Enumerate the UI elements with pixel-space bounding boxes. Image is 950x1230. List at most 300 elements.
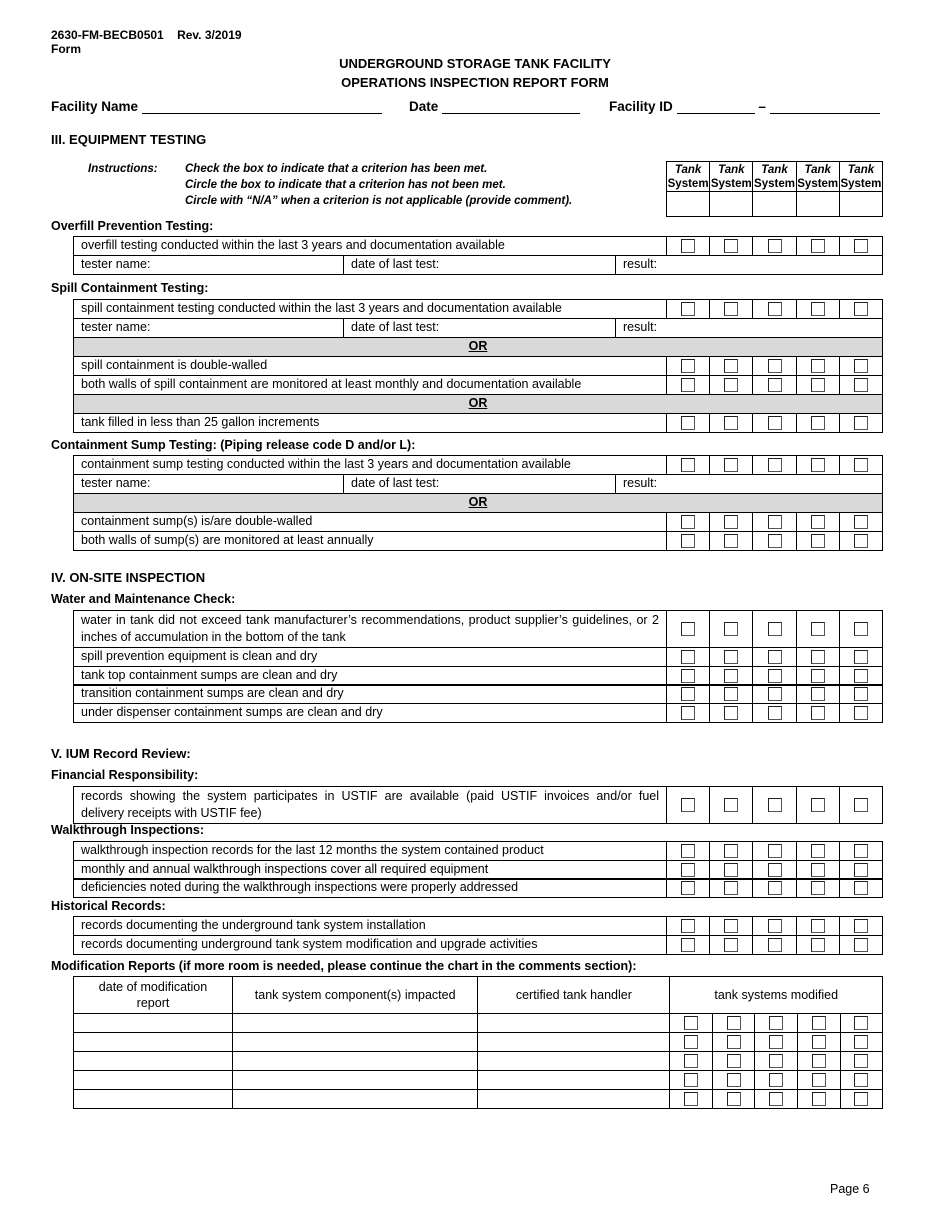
criterion-checkbox[interactable] (768, 622, 782, 636)
checkbox-cell (667, 513, 710, 531)
component-cell[interactable] (233, 1033, 478, 1052)
facility-id-input-1[interactable] (677, 99, 755, 114)
tank-modified-checkbox[interactable] (769, 1073, 783, 1087)
checkbox-cell (841, 1090, 883, 1108)
tank-modified-checkbox[interactable] (769, 1054, 783, 1068)
form-number: 2630-FM-BECB0501 (51, 28, 164, 42)
criterion-checkbox[interactable] (854, 239, 868, 253)
criterion-checkbox[interactable] (768, 938, 782, 952)
criterion-checkbox[interactable] (724, 458, 738, 472)
facility-name-field[interactable] (51, 99, 382, 114)
checkbox-cell (797, 456, 840, 474)
criterion-row (73, 916, 883, 936)
checkbox-cell (840, 685, 882, 703)
subsection-label: Historical Records: (51, 899, 166, 913)
facility-name-input[interactable] (142, 99, 382, 114)
checkbox-cell (797, 787, 840, 823)
criterion-checkbox[interactable] (681, 622, 695, 636)
tank-modified-checkbox[interactable] (812, 1073, 826, 1087)
criterion-checkbox[interactable] (724, 798, 738, 812)
criterion-checkbox[interactable] (768, 650, 782, 664)
criterion-checkbox[interactable] (854, 863, 868, 877)
criterion-checkbox[interactable] (681, 416, 695, 430)
criterion-checkbox[interactable] (854, 881, 868, 895)
handler-cell[interactable] (478, 1052, 670, 1071)
handler-cell[interactable] (478, 1090, 670, 1109)
criterion-text: both walls of spill containment are monitored at least monthly and documentation available (74, 376, 667, 394)
checkbox-cell (667, 685, 710, 703)
tank-systems-cell (670, 1071, 883, 1090)
system-label: System (667, 178, 709, 190)
tank-system-column (667, 162, 710, 216)
criterion-checkbox[interactable] (681, 938, 695, 952)
checkbox-cell (841, 1033, 883, 1051)
checkbox-cell (840, 861, 882, 879)
handler-cell[interactable] (478, 1033, 670, 1052)
checkbox-cell (667, 532, 710, 550)
date-cell[interactable] (74, 1033, 233, 1052)
checkbox-cell (753, 532, 796, 550)
tank-modified-checkbox[interactable] (854, 1073, 868, 1087)
checkbox-cell (798, 1014, 841, 1032)
checkbox-cell (710, 611, 753, 647)
page-number: Page 6 (830, 1182, 870, 1196)
subsection-label: Overfill Prevention Testing: (51, 219, 214, 233)
criterion-checkbox[interactable] (768, 687, 782, 701)
checkbox-cell (840, 936, 882, 954)
column-header: tank system component(s) impacted (233, 977, 478, 1014)
tester-name-label: tester name: (81, 320, 151, 334)
section-heading: IV. ON-SITE INSPECTION (51, 570, 206, 585)
criterion-checkbox[interactable] (681, 515, 695, 529)
criterion-checkbox[interactable] (811, 416, 825, 430)
criterion-checkbox[interactable] (854, 798, 868, 812)
criterion-checkbox[interactable] (724, 515, 738, 529)
criterion-checkbox[interactable] (724, 378, 738, 392)
criterion-text: overfill testing conducted within the last 3 years and documentation available (74, 237, 667, 255)
criterion-checkbox[interactable] (811, 302, 825, 316)
criterion-checkbox[interactable] (768, 534, 782, 548)
criterion-checkbox[interactable] (811, 863, 825, 877)
criterion-checkbox[interactable] (811, 669, 825, 683)
tank-label: Tank (674, 164, 702, 176)
criterion-checkbox[interactable] (768, 378, 782, 392)
tank-modified-checkbox[interactable] (769, 1035, 783, 1049)
criterion-checkbox[interactable] (724, 687, 738, 701)
criterion-checkbox[interactable] (768, 359, 782, 373)
checkbox-cell (840, 611, 882, 647)
criterion-checkbox[interactable] (768, 863, 782, 877)
tank-modified-checkbox[interactable] (812, 1092, 826, 1106)
criterion-checkbox[interactable] (854, 919, 868, 933)
tank-system-label (840, 162, 882, 192)
checkbox-cell (667, 300, 710, 318)
tank-system-label (667, 162, 709, 192)
handler-cell[interactable] (478, 1014, 670, 1033)
checkbox-cell (797, 513, 840, 531)
tank-modified-checkbox[interactable] (854, 1035, 868, 1049)
checkbox-cell (840, 414, 882, 432)
tank-modified-checkbox[interactable] (684, 1035, 698, 1049)
criterion-text: transition containment sumps are clean and dry (74, 685, 667, 703)
checkbox-cell (797, 917, 840, 935)
criterion-checkbox[interactable] (681, 706, 695, 720)
criterion-text: tank filled in less than 25 gallon increments (74, 414, 667, 432)
tester-name-field[interactable] (74, 256, 344, 274)
tank-modified-checkbox[interactable] (727, 1016, 741, 1030)
checkbox-cell (667, 376, 710, 394)
result-label: result: (623, 476, 658, 490)
tester-row (73, 318, 883, 338)
criterion-checkbox[interactable] (854, 515, 868, 529)
criterion-checkbox[interactable] (854, 938, 868, 952)
criterion-checkbox[interactable] (681, 919, 695, 933)
criterion-checkbox[interactable] (681, 798, 695, 812)
criterion-checkbox[interactable] (768, 881, 782, 895)
checkbox-cell (841, 1014, 883, 1032)
instruction-line: Check the box to indicate that a criterion has been met. (185, 163, 488, 175)
checkbox-cell (667, 917, 710, 935)
criterion-row (73, 703, 883, 723)
criterion-row (73, 878, 883, 898)
subsection-label: Walkthrough Inspections: (51, 823, 205, 837)
criterion-row (73, 455, 883, 475)
result-field[interactable] (616, 319, 882, 337)
tank-system-id-cell[interactable] (710, 192, 752, 216)
criterion-checkbox[interactable] (768, 416, 782, 430)
criterion-row (73, 610, 883, 648)
criterion-text: spill containment testing conducted within the last 3 years and documentation available (74, 300, 667, 318)
tank-system-label (753, 162, 795, 192)
criterion-checkbox[interactable] (811, 239, 825, 253)
criterion-checkbox[interactable] (854, 302, 868, 316)
tank-modified-checkbox[interactable] (684, 1016, 698, 1030)
criterion-checkbox[interactable] (724, 622, 738, 636)
date-of-last-test-field[interactable] (344, 319, 616, 337)
modification-row (74, 1071, 883, 1090)
tester-name-label: tester name: (81, 257, 151, 271)
criterion-checkbox[interactable] (854, 687, 868, 701)
checkbox-cell (797, 861, 840, 879)
facility-id-field[interactable] (609, 99, 880, 114)
tank-label: Tank (718, 164, 745, 176)
criterion-row (73, 666, 883, 686)
checkbox-cell (755, 1090, 798, 1108)
criterion-text: water in tank did not exceed tank manufacturer’s recommendations, product supplier’s guidelines, or 2 inches of accumulation in the bottom of the tank (74, 611, 667, 647)
criterion-checkbox[interactable] (724, 534, 738, 548)
criterion-checkbox[interactable] (768, 458, 782, 472)
tank-modified-checkbox[interactable] (812, 1016, 826, 1030)
checkbox-cell (713, 1052, 756, 1070)
criterion-checkbox[interactable] (724, 359, 738, 373)
tank-system-label (710, 162, 752, 192)
criterion-text: walkthrough inspection records for the last 12 months the system contained product (74, 842, 667, 860)
criterion-checkbox[interactable] (768, 706, 782, 720)
checkbox-cell (670, 1071, 713, 1089)
criterion-row (73, 786, 883, 824)
checkbox-cell (753, 376, 796, 394)
criterion-checkbox[interactable] (854, 534, 868, 548)
checkbox-cell (710, 456, 753, 474)
tank-modified-checkbox[interactable] (727, 1073, 741, 1087)
subsection-label: Modification Reports (if more room is needed, please continue the chart in the comments section): (51, 959, 637, 973)
checkbox-cell (753, 237, 796, 255)
tester-name-field[interactable] (74, 475, 344, 493)
checkbox-cell (667, 611, 710, 647)
criterion-checkbox[interactable] (811, 706, 825, 720)
checkbox-cell (667, 414, 710, 432)
system-label: System (710, 178, 752, 190)
criterion-checkbox[interactable] (724, 650, 738, 664)
criterion-checkbox[interactable] (724, 938, 738, 952)
criterion-text: tank top containment sumps are clean and dry (74, 667, 667, 685)
criterion-text: records documenting the underground tank system installation (74, 917, 667, 935)
criterion-checkbox[interactable] (724, 302, 738, 316)
subsection-label: Spill Containment Testing: (51, 281, 209, 295)
criterion-checkbox[interactable] (724, 881, 738, 895)
checkbox-cell (753, 456, 796, 474)
criterion-checkbox[interactable] (724, 919, 738, 933)
criterion-checkbox[interactable] (681, 687, 695, 701)
checkbox-cell (797, 667, 840, 685)
subsection-label: Containment Sump Testing: (Piping release code D and/or L): (51, 438, 416, 452)
criterion-checkbox[interactable] (681, 534, 695, 548)
checkbox-cell (755, 1052, 798, 1070)
tank-system-id-cell[interactable] (840, 192, 882, 216)
criterion-checkbox[interactable] (854, 622, 868, 636)
checkbox-cell (710, 513, 753, 531)
tank-system-column (797, 162, 840, 216)
checkbox-cell (713, 1071, 756, 1089)
criterion-checkbox[interactable] (681, 359, 695, 373)
criterion-checkbox[interactable] (681, 378, 695, 392)
facility-id-label: Facility ID (609, 99, 673, 114)
checkbox-cell (753, 861, 796, 879)
result-field[interactable] (616, 256, 882, 274)
criterion-checkbox[interactable] (768, 919, 782, 933)
criterion-checkbox[interactable] (681, 863, 695, 877)
criterion-checkbox[interactable] (724, 706, 738, 720)
checkbox-cell (797, 237, 840, 255)
criterion-checkbox[interactable] (854, 650, 868, 664)
tank-system-id-cell[interactable] (753, 192, 795, 216)
tank-modified-checkbox[interactable] (684, 1073, 698, 1087)
criterion-checkbox[interactable] (681, 881, 695, 895)
date-of-last-test-field[interactable] (344, 256, 616, 274)
tester-name-field[interactable] (74, 319, 344, 337)
criterion-checkbox[interactable] (854, 416, 868, 430)
date-cell[interactable] (74, 1071, 233, 1090)
tank-systems-cell (670, 1033, 883, 1052)
checkbox-cell (753, 879, 796, 897)
criterion-checkbox[interactable] (724, 844, 738, 858)
checkbox-cell (797, 532, 840, 550)
tank-modified-checkbox[interactable] (854, 1016, 868, 1030)
checkbox-cell (710, 300, 753, 318)
component-cell[interactable] (233, 1052, 478, 1071)
date-cell[interactable] (74, 1090, 233, 1109)
checkbox-cell (713, 1090, 756, 1108)
criterion-checkbox[interactable] (811, 534, 825, 548)
tank-modified-checkbox[interactable] (727, 1035, 741, 1049)
checkbox-cell (667, 787, 710, 823)
criterion-checkbox[interactable] (681, 669, 695, 683)
tester-row (73, 474, 883, 494)
date-input[interactable] (442, 99, 580, 114)
checkbox-cell (841, 1071, 883, 1089)
criterion-checkbox[interactable] (811, 844, 825, 858)
criterion-checkbox[interactable] (768, 239, 782, 253)
tank-modified-checkbox[interactable] (684, 1092, 698, 1106)
column-header: certified tank handler (478, 977, 670, 1014)
tank-modified-checkbox[interactable] (684, 1054, 698, 1068)
criterion-checkbox[interactable] (681, 302, 695, 316)
checkbox-cell (840, 787, 882, 823)
checkbox-cell (755, 1071, 798, 1089)
criterion-checkbox[interactable] (768, 844, 782, 858)
checkbox-cell (840, 376, 882, 394)
checkbox-cell (840, 513, 882, 531)
checkbox-cell (755, 1014, 798, 1032)
tank-systems-cell (670, 1090, 883, 1109)
criterion-checkbox[interactable] (811, 919, 825, 933)
checkbox-cell (667, 237, 710, 255)
tank-modified-checkbox[interactable] (727, 1092, 741, 1106)
criterion-checkbox[interactable] (854, 669, 868, 683)
criterion-row (73, 236, 883, 256)
date-cell[interactable] (74, 1014, 233, 1033)
tank-system-label (797, 162, 839, 192)
component-cell[interactable] (233, 1090, 478, 1109)
checkbox-cell (753, 917, 796, 935)
component-cell[interactable] (233, 1071, 478, 1090)
criterion-row (73, 684, 883, 704)
tank-modified-checkbox[interactable] (727, 1054, 741, 1068)
date-field[interactable] (409, 99, 580, 114)
checkbox-cell (753, 704, 796, 722)
checkbox-cell (798, 1033, 841, 1051)
tank-systems-cell (670, 1014, 883, 1033)
checkbox-cell (753, 648, 796, 666)
facility-id-input-2[interactable] (770, 99, 880, 114)
criterion-checkbox[interactable] (854, 458, 868, 472)
component-cell[interactable] (233, 1014, 478, 1033)
handler-cell[interactable] (478, 1071, 670, 1090)
instructions-label: Instructions: (88, 163, 158, 175)
date-cell[interactable] (74, 1052, 233, 1071)
criterion-checkbox[interactable] (724, 863, 738, 877)
criterion-checkbox[interactable] (768, 515, 782, 529)
criterion-checkbox[interactable] (681, 239, 695, 253)
tank-system-id-cell[interactable] (797, 192, 839, 216)
criterion-checkbox[interactable] (811, 622, 825, 636)
system-label: System (754, 178, 795, 190)
checkbox-cell (753, 611, 796, 647)
criterion-checkbox[interactable] (724, 239, 738, 253)
criterion-checkbox[interactable] (811, 798, 825, 812)
criterion-row (73, 413, 883, 433)
criterion-checkbox[interactable] (811, 458, 825, 472)
result-field[interactable] (616, 475, 882, 493)
criterion-checkbox[interactable] (768, 302, 782, 316)
criterion-row (73, 512, 883, 532)
subsection-label: Water and Maintenance Check: (51, 592, 236, 606)
criterion-checkbox[interactable] (724, 416, 738, 430)
checkbox-cell (840, 842, 882, 860)
modification-row (74, 1014, 883, 1033)
criterion-checkbox[interactable] (854, 359, 868, 373)
criterion-checkbox[interactable] (811, 515, 825, 529)
checkbox-cell (710, 357, 753, 375)
criterion-row (73, 841, 883, 861)
instruction-line: Circle with “N/A” when a criterion is not applicable (provide comment). (185, 195, 573, 207)
criterion-checkbox[interactable] (681, 844, 695, 858)
tank-system-id-cell[interactable] (667, 192, 709, 216)
criterion-text: both walls of sump(s) are monitored at least annually (74, 532, 667, 550)
criterion-checkbox[interactable] (768, 669, 782, 683)
checkbox-cell (797, 376, 840, 394)
criterion-row (73, 356, 883, 376)
checkbox-cell (667, 648, 710, 666)
checkbox-cell (710, 861, 753, 879)
date-of-last-test-label: date of last test: (351, 257, 440, 271)
checkbox-cell (797, 936, 840, 954)
checkbox-cell (797, 842, 840, 860)
checkbox-cell (753, 685, 796, 703)
tank-modified-checkbox[interactable] (812, 1054, 826, 1068)
checkbox-cell (797, 704, 840, 722)
checkbox-cell (667, 842, 710, 860)
criterion-checkbox[interactable] (811, 650, 825, 664)
result-label: result: (623, 257, 658, 271)
tank-modified-checkbox[interactable] (854, 1054, 868, 1068)
criterion-checkbox[interactable] (811, 881, 825, 895)
checkbox-cell (710, 704, 753, 722)
criterion-text: records documenting underground tank system modification and upgrade activities (74, 936, 667, 954)
tank-label: Tank (761, 164, 788, 176)
form-title-line2: OPERATIONS INSPECTION REPORT FORM (341, 75, 609, 90)
tank-modified-checkbox[interactable] (769, 1092, 783, 1106)
criterion-checkbox[interactable] (811, 687, 825, 701)
criterion-checkbox[interactable] (854, 706, 868, 720)
date-label: Date (409, 99, 439, 114)
criterion-checkbox[interactable] (854, 378, 868, 392)
checkbox-cell (710, 237, 753, 255)
tank-system-column (710, 162, 753, 216)
tank-modified-checkbox[interactable] (769, 1016, 783, 1030)
criterion-checkbox[interactable] (811, 938, 825, 952)
criterion-checkbox[interactable] (681, 650, 695, 664)
checkbox-cell (667, 704, 710, 722)
date-of-last-test-field[interactable] (344, 475, 616, 493)
checkbox-cell (667, 861, 710, 879)
date-of-last-test-label: date of last test: (351, 320, 440, 334)
tank-modified-checkbox[interactable] (854, 1092, 868, 1106)
criterion-checkbox[interactable] (811, 359, 825, 373)
criterion-checkbox[interactable] (681, 458, 695, 472)
criterion-checkbox[interactable] (724, 669, 738, 683)
checkbox-cell (753, 667, 796, 685)
criterion-checkbox[interactable] (854, 844, 868, 858)
criterion-checkbox[interactable] (811, 378, 825, 392)
tank-modified-checkbox[interactable] (812, 1035, 826, 1049)
criterion-row (73, 299, 883, 319)
checkbox-cell (840, 667, 882, 685)
criterion-checkbox[interactable] (768, 798, 782, 812)
tank-systems-cell (670, 1052, 883, 1071)
checkbox-cell (755, 1033, 798, 1051)
criterion-text: spill containment is double-walled (74, 357, 667, 375)
